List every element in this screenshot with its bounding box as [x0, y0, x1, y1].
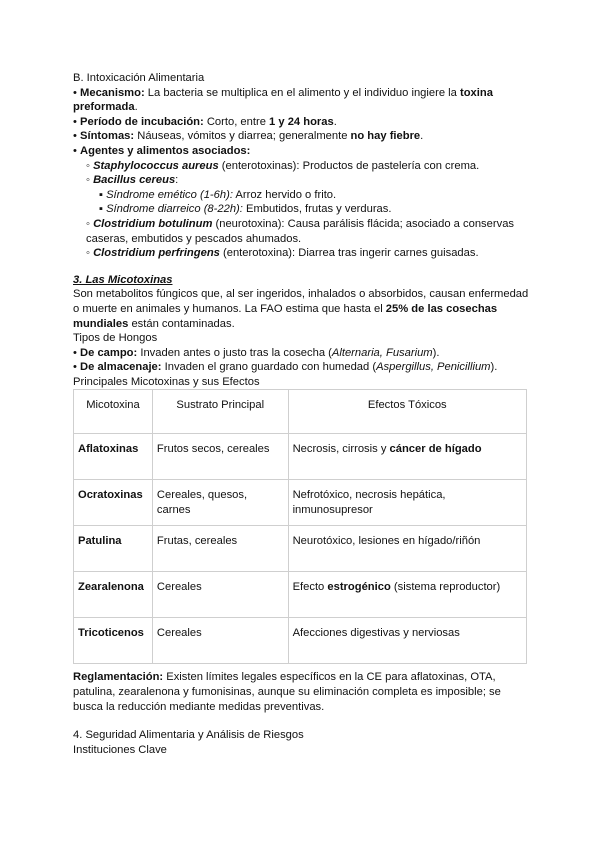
- staph-name: Staphylococcus aureus: [93, 159, 219, 172]
- subsubbullet-glyph: ▪: [99, 188, 103, 201]
- cell-efecto: [288, 434, 526, 480]
- cell-sustrato: Frutas, cereales: [152, 526, 288, 572]
- incubacion-bold: 1 y 24 horas: [269, 115, 334, 128]
- reglamentacion-text: Existen límites legales específicos en la CE para aflatoxinas, OTA, patulina, zearalenona y fumonisinas, aunque su eliminación completa es imposible; se busca la reducción mediante medidas preventivas.: [73, 671, 501, 713]
- tipos-hongos-title: Tipos de Hongos: [73, 332, 158, 345]
- staph-text: (enterotoxinas): Productos de pastelería con crema.: [218, 159, 480, 172]
- micotoxina-name: Aflatoxinas: [78, 443, 139, 456]
- sintomas-end: .: [420, 130, 424, 143]
- cell-sustrato: Cereales, quesos, carnes: [152, 480, 288, 526]
- subbullet-glyph: ◦: [86, 174, 90, 187]
- page-content: [73, 71, 533, 757]
- almacenaje-text: Invaden el grano guardado con humedad (: [161, 361, 377, 374]
- cell-efecto: [288, 572, 526, 618]
- reglamentacion-paragraph: [73, 670, 533, 714]
- micotoxina-name: Patulina: [78, 535, 122, 548]
- sintomas-label: Síntomas:: [80, 130, 135, 143]
- perfringens-text: (enterotoxina): Diarrea tras ingerir carnes guisadas.: [219, 247, 479, 260]
- diarreico-name: Síndrome diarreico (8-22h):: [106, 203, 243, 216]
- emetico-item: [73, 188, 533, 203]
- cell-sustrato: Cereales: [152, 618, 288, 664]
- cell-micotoxina: [74, 572, 153, 618]
- micotoxina-name: Zearalenona: [78, 581, 144, 594]
- almacenaje-italic: Aspergillus, Penicillium: [376, 361, 491, 374]
- agentes-item: [73, 144, 533, 159]
- mecanismo-end: .: [134, 101, 138, 114]
- micotoxina-name: Tricoticenos: [78, 627, 144, 640]
- mecanismo-label: Mecanismo:: [80, 86, 145, 99]
- incubacion-item: [73, 115, 533, 130]
- almacenaje-item: [73, 360, 533, 375]
- table-row: [74, 572, 527, 618]
- subbullet-glyph: ◦: [86, 247, 90, 260]
- bullet-glyph: •: [73, 115, 77, 128]
- spacer: [73, 714, 533, 728]
- micotoxinas-table: [73, 389, 527, 664]
- emetico-name: Síndrome emético (1-6h):: [106, 188, 233, 201]
- botulinum-text: (neurotoxina): Causa parálisis flácida; asociado a conservas caseras, embutidos y pescados ahumados.: [86, 217, 515, 245]
- bacillus-text: :: [175, 174, 179, 187]
- subsubbullet-glyph: ▪: [99, 203, 103, 216]
- efecto-bold: estrogénico: [327, 581, 391, 594]
- mecanismo-bold: toxina preformada: [73, 86, 493, 114]
- header-efectos: Efectos Tóxicos: [288, 390, 526, 434]
- table-header-row: [74, 390, 527, 434]
- sintomas-bold: no hay fiebre: [350, 130, 421, 143]
- micotoxinas-intro: [73, 287, 533, 331]
- cell-micotoxina: [74, 480, 153, 526]
- mecanismo-item: [73, 86, 533, 115]
- bacillus-item: [73, 173, 533, 188]
- micotoxina-name: Ocratoxinas: [78, 489, 143, 502]
- almacenaje-end: ).: [490, 361, 498, 374]
- intro-end: están contaminadas.: [128, 317, 235, 330]
- incubacion-text: Corto, entre: [203, 115, 270, 128]
- campo-end: ).: [432, 346, 440, 359]
- section-4-title: 4. Seguridad Alimentaria y Análisis de Riesgos: [73, 729, 304, 742]
- cell-sustrato: Cereales: [152, 572, 288, 618]
- campo-item: [73, 346, 533, 361]
- efecto-text: Efecto: [292, 581, 328, 594]
- bullet-glyph: •: [73, 144, 77, 157]
- table-row: [74, 526, 527, 572]
- perfringens-item: [73, 246, 533, 261]
- efecto-end: (sistema reproductor): [390, 581, 501, 594]
- subbullet-glyph: ◦: [86, 217, 90, 230]
- table-row: [74, 434, 527, 480]
- botulinum-item: [73, 217, 533, 246]
- mecanismo-text: La bacteria se multiplica en el alimento y el individuo ingiere la: [144, 86, 460, 99]
- cell-efecto: [288, 526, 526, 572]
- header-sustrato: Sustrato Principal: [152, 390, 288, 434]
- incubacion-end: .: [333, 115, 337, 128]
- cell-efecto: [288, 480, 526, 526]
- almacenaje-label: De almacenaje:: [80, 361, 162, 374]
- bullet-glyph: •: [73, 86, 77, 99]
- bullet-glyph: •: [73, 346, 77, 359]
- diarreico-text: Embutidos, frutas y verduras.: [242, 203, 392, 216]
- cell-sustrato: Frutos secos, cereales: [152, 434, 288, 480]
- cell-micotoxina: [74, 526, 153, 572]
- efecto-text: Neurotóxico, lesiones en hígado/riñón: [292, 535, 481, 548]
- cell-micotoxina: [74, 618, 153, 664]
- sintomas-text: Náuseas, vómitos y diarrea; generalmente: [134, 130, 351, 143]
- cell-micotoxina: [74, 434, 153, 480]
- section-b-title: B. Intoxicación Alimentaria: [73, 72, 205, 84]
- subbullet-glyph: ◦: [86, 159, 90, 172]
- table-row: [74, 480, 527, 526]
- campo-label: De campo:: [80, 346, 138, 359]
- efecto-bold: cáncer de hígado: [389, 443, 482, 456]
- bullet-glyph: •: [73, 361, 77, 374]
- section-3-title: 3. Las Micotoxinas: [73, 273, 173, 286]
- bullet-glyph: •: [73, 130, 77, 143]
- incubacion-label: Período de incubación:: [80, 115, 204, 128]
- campo-text: Invaden antes o justo tras la cosecha (: [137, 346, 332, 359]
- intro-text: Son metabolitos fúngicos que, al ser ingeridos, inhalados o absorbidos, causan enfermedad o muerte en animales y humanos. La FAO estima que hasta el: [73, 288, 529, 315]
- reglamentacion-label: Reglamentación:: [73, 671, 164, 684]
- staph-item: [73, 159, 533, 174]
- table-row: [74, 618, 527, 664]
- perfringens-name: Clostridium perfringens: [93, 247, 220, 260]
- intro-bold: 25% de las cosechas mundiales: [73, 302, 498, 330]
- bacillus-name: Bacillus cereus: [93, 174, 176, 187]
- botulinum-name: Clostridium botulinum: [93, 217, 213, 230]
- diarreico-item: [73, 202, 533, 217]
- sintomas-item: [73, 129, 533, 144]
- efecto-text: Necrosis, cirrosis y: [292, 443, 390, 456]
- efecto-text: Afecciones digestivas y nerviosas: [292, 627, 460, 640]
- emetico-text: Arroz hervido o frito.: [232, 188, 337, 201]
- campo-italic: Alternaria, Fusarium: [331, 346, 433, 359]
- header-micotoxina: Micotoxina: [74, 390, 153, 434]
- agentes-label: Agentes y alimentos asociados:: [80, 144, 251, 157]
- efecto-text: Nefrotóxico, necrosis hepática, inmunosupresor: [292, 489, 446, 517]
- section-4-subtitle: Instituciones Clave: [73, 743, 167, 756]
- cell-efecto: [288, 618, 526, 664]
- table-title: Principales Micotoxinas y sus Efectos: [73, 375, 260, 388]
